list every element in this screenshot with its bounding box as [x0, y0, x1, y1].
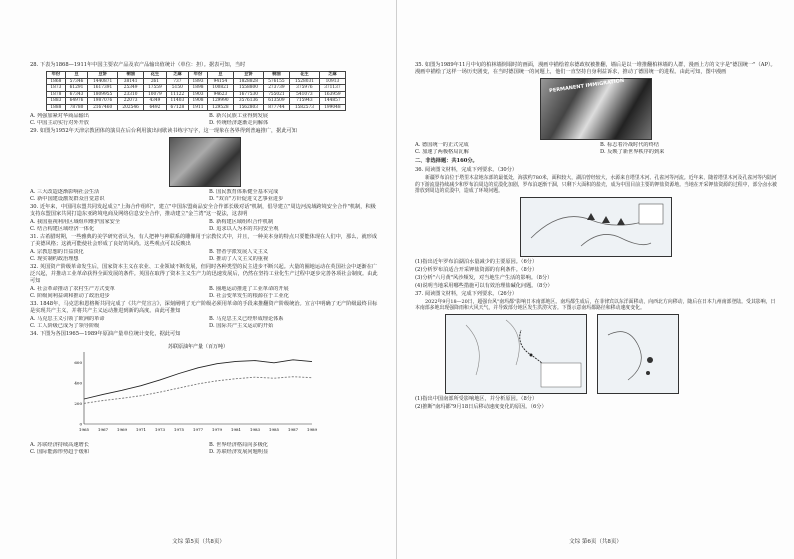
chart-x-tick-label: 1969	[116, 427, 128, 432]
q36-map	[520, 197, 672, 257]
q28-table-cell: 755021	[263, 91, 289, 98]
q28-table-cell: 11403	[166, 98, 188, 105]
q28-table-cell: 541073	[289, 91, 319, 98]
q28-table-cell: 1582573	[289, 104, 319, 111]
q28-table-header: 豆	[65, 72, 87, 79]
q33-option-a: A. 马克思主义引领了欧洲的革命	[30, 316, 105, 322]
q28-table-cell: 261	[144, 78, 166, 85]
q37-map-track	[445, 314, 587, 394]
q35-option-a: A. 德国统一的正式完成	[415, 142, 469, 148]
q32-options	[30, 286, 380, 300]
q29-option-d: D. "双百"方针促进文艺事业进步	[209, 196, 284, 202]
q28-table-cell: 1888	[47, 104, 66, 111]
q28-table-cell: 94154	[207, 78, 233, 85]
q28-table-header: 豆饼	[234, 72, 264, 79]
section-2-title: 二、非选择题：共160分。	[415, 158, 478, 164]
chart-x-tick-label: 1971	[135, 427, 147, 432]
q28-table-cell: 25349	[118, 85, 144, 92]
q28-table-cell: 11122	[166, 91, 188, 98]
chart-x-tick-label: 1985	[268, 427, 280, 432]
q28-table-cell: 576155	[263, 78, 289, 85]
q33-option-d: D. 国际共产主义运动的开始	[209, 323, 274, 329]
q28-table-cell: 1440871	[88, 78, 118, 85]
q28-table	[46, 71, 346, 111]
q28-table-header: 豆	[207, 72, 233, 79]
q28-table-cell: 1883	[47, 98, 66, 105]
q28-table-cell: 78780	[65, 104, 87, 111]
q37-maps	[445, 314, 777, 394]
q35-option-c: C. 加速了两极格局瓦解	[415, 149, 469, 155]
q28-table-cell: 94623	[207, 91, 233, 98]
left-footer: 文综 第5页（共8页）	[172, 539, 225, 545]
q28-table-cell: 1898	[189, 85, 208, 92]
q33-option-c: C. 工人阶级已成为了领导阶级	[30, 323, 100, 329]
q28-table-cell: 199048	[319, 104, 345, 111]
q34-options	[30, 442, 380, 456]
q31-option-b: B. 智者学派发展人文主义	[209, 249, 268, 255]
q28-table-cell: 2167460	[88, 104, 118, 111]
chart-x-tick-label: 1989	[306, 427, 318, 432]
chart-x-tick-label: 1981	[230, 427, 242, 432]
q37-passage: 2022年9月18—20日，超强台风"南玛都"影响日本南部地区。南玛都生成后，在菲律宾以东洋面移动，向西北方向移动，随后在日本九州南部登陆。受其影响，日本南部多地出现强降雨和大风天气，并导致部分地区发生洪涝灾害。下图示意南玛都路径和移动速度变化。	[415, 298, 776, 312]
q28-table-cell: 1908	[189, 98, 208, 105]
q33-option-b: B. 马克思主义已经形成理论体系	[209, 316, 284, 322]
q36-sub-3: (3)分析"六月黄"风沙频发，对当地生产生活的影响。（8分）	[415, 274, 553, 281]
right-footer: 文综 第6页（共8页）	[569, 539, 622, 545]
q28-table-cell: 1809955	[88, 91, 118, 98]
q28-option-a: A. 列强加紧对华商品输出	[30, 113, 89, 119]
q28-table-header: 豆饼	[88, 72, 118, 79]
q28-table-cell: 1828828	[234, 78, 264, 85]
q34-option-c: C. 国际能源形势趋于缓和	[30, 449, 89, 455]
q28-table-header: 年份	[47, 72, 66, 79]
q30-option-c: C. 结合构建区域经济一体化	[30, 226, 95, 232]
q30-option-b: B. 新构建区域组织合作机制	[209, 219, 274, 225]
q32-option-d: D. 社会变革发生的根源在于工业化	[209, 293, 289, 299]
q35-stem: 35. 如图为1989年11月中旬的柏林墙倒塌时的画面，漫画中描绘着东德政权被推翻，墙后是以一堆推翻柏林墙的人群，漫画上方的文字是"德国统一"（AP）。漫画中描绘了这样一场历史剧变，在当时德国统一的问题上，他们一直坚持自身利益诉求，推动了德国统一的进程。由此可知，图中漫画	[415, 62, 776, 75]
chart-title: 苏联原油年产量（百万吨）	[167, 344, 229, 350]
q37-sub-2: (2)推断"南玛都"9月18日后移动速度变化的原因。（6分）	[415, 403, 547, 410]
q28-option-b: B. 新兴民族工业得到发展	[209, 113, 268, 119]
q31-option-a: A. 宗教思想的日益淡化	[30, 249, 84, 255]
chart-series-line	[84, 360, 312, 399]
chart-x-tick-label: 1975	[173, 427, 185, 432]
q31-option-d: D. 推动了人文主义的重视	[209, 256, 269, 262]
q28-table-cell: 1868	[47, 78, 66, 85]
q28-table-cell: 100821	[207, 85, 233, 92]
q28-table-cell: 129528	[207, 104, 233, 111]
q28-table-cell: 1987076	[88, 98, 118, 105]
q28-table-cell: 1558800	[234, 85, 264, 92]
q28-table-cell: 6492	[144, 104, 166, 111]
q28-table-cell: 5150	[166, 85, 188, 92]
q28-table-header: 桐油	[118, 72, 144, 79]
q28-table-header: 芝麻	[166, 72, 188, 79]
q28-table-cell: 1873	[47, 85, 66, 92]
q28-table-cell: 613509	[263, 98, 289, 105]
chart-x-tick-label: 1973	[154, 427, 166, 432]
q34-option-b: B. 世界经济格局向多极化	[209, 442, 268, 448]
q28-table-cell: 715943	[289, 98, 319, 105]
q29-option-b: B. 国民教育体系健全基本完成	[209, 189, 279, 195]
q28-table-header: 花生	[144, 72, 166, 79]
q28-option-c: C. 中国主动实行对外开放	[30, 120, 89, 126]
q36-sub-2: (2)分析罗布泊适合开采钾盐资源的有利条件。（8分）	[415, 266, 538, 273]
q28-table-cell: 3576136	[234, 98, 264, 105]
chart-y-tick-label: 0	[79, 421, 82, 427]
q28-table-header: 桐油	[263, 72, 289, 79]
chart-x-tick-label: 1987	[287, 427, 299, 432]
q28-table-cell: 1562803	[234, 104, 264, 111]
q35-option-b: B. 标志着冷战时代的终结	[600, 142, 659, 148]
q35-options	[415, 142, 777, 156]
q28-table-cell: 38141	[118, 78, 144, 85]
chart-x-tick-label: 1965	[78, 427, 90, 432]
q28-table-cell: 23310	[118, 91, 144, 98]
q29-stem: 29. 如图为1952年天津宗教团体的演员在后台利用演出间歇读书练字写字，这一现象在各界得到普遍推广，据此可知	[30, 128, 297, 134]
q28-table-cell: 10079	[144, 91, 166, 98]
q28-table-cell: 375976	[289, 85, 319, 92]
q28-options	[30, 113, 380, 127]
q28-table-cell: 57346	[65, 78, 87, 85]
right-page	[397, 0, 794, 559]
q28-table-cell: 1878	[47, 91, 66, 98]
q32-option-c: C. 阶级间利益调和推动了政治进步	[30, 293, 110, 299]
q28-table-cell: 67128	[166, 104, 188, 111]
chart-x-tick-label: 1967	[97, 427, 109, 432]
q30-stem: 30. 近年来，中国同东盟共同发起成立"上海合作组织"，建立"中国东盟商品安全合作部长级对话"机制，倡导建立"周边河流域跨境安全合作"机制，积极支持东盟国家共同打造东亚跨境电商及网络信息安全合作，推动建立"金兰湾"这一提法，这表明	[30, 204, 376, 217]
q28-table-cell: 4349	[144, 98, 166, 105]
right-column	[415, 62, 777, 412]
q29-options	[30, 189, 380, 203]
q28-table-cell: 1677530	[234, 91, 264, 98]
q28-table-cell: 202546	[118, 104, 144, 111]
chart-x-tick-label: 1983	[249, 427, 261, 432]
q28-table-cell: 17559	[144, 85, 166, 92]
q35-cartoon	[540, 78, 652, 140]
chart-x-tick-label: 1977	[192, 427, 204, 432]
q32-stem: 32. 英国资产阶级革命发生后，国家资本主义在农业、工业领域不断发展，但同时各种类型的民主进步不断兴起。大量的圈地运动在英国社会中逐渐在广泛兴起，并推动工业革命获得全面发展的条件。英国在取得了资本主义生产力的迅速发展后，仍然在坚持工业化生产过程中逐步完善各项社会制度。由此可知	[30, 264, 378, 284]
q28-table-cell: 22073	[118, 98, 144, 105]
q28-table-cell: 877744	[263, 104, 289, 111]
q36-sub-1: (1)指出近年罗布泊湖泊水量减少的主要原因。（6分）	[415, 258, 538, 265]
q28-table-cell: 129990	[207, 98, 233, 105]
q28-table-cell: 10913	[319, 78, 345, 85]
q28-stem: 28. 下表为1868—1911年中国主要农产品及农产品输出值统计（单位：担）。据表可知，当时	[30, 62, 246, 68]
chart-series-line	[84, 377, 312, 404]
q29-photo	[169, 137, 241, 187]
q28-table-header: 花生	[289, 72, 319, 79]
q29-option-c: C. 新中国建设激发群众自觉意识	[30, 196, 105, 202]
q29-option-a: A. 三大改造逐渐影响社会生活	[30, 189, 100, 195]
q32-option-a: A. 社会革命推动了农村生产方式变革	[30, 286, 115, 292]
q28-table-header: 年份	[189, 72, 208, 79]
q28-table-cell: 163959	[319, 91, 345, 98]
chart-y-tick-label: 600	[74, 359, 82, 365]
q34-chart	[60, 340, 320, 440]
q28-option-d: D. 传统经济逐渐走向解体	[209, 120, 269, 126]
q35-cartoon-caption: PERMANENT IMMIGRATION	[548, 77, 625, 95]
q28-table-cell: 1911	[189, 104, 208, 111]
q28-table-cell: 737	[166, 78, 188, 85]
q31-option-c: C. 现实制约政治理想	[30, 256, 79, 262]
q34-option-a: A. 苏联经济持续高速增长	[30, 442, 89, 448]
chart-x-tick-label: 1979	[211, 427, 223, 432]
q33-options	[30, 316, 380, 330]
q37-map-inset	[597, 314, 679, 394]
q32-option-b: B. 圈地运动推进了工业革命的开展	[209, 286, 289, 292]
q36-stem: 36. 阅读图文材料，完成下列要求。（30分）	[415, 167, 518, 173]
q28-table-cell: 273739	[263, 85, 289, 92]
chart-y-tick-label: 400	[74, 380, 82, 386]
q34-chart-svg	[60, 340, 320, 440]
q36-map-svg	[521, 198, 671, 256]
q37-sub-1: (1)指出中国南部所受影响地区，并分析原因。（8分）	[415, 395, 538, 402]
q28-table-cell: 144857	[319, 98, 345, 105]
q28-table-cell: 371137	[319, 85, 345, 92]
q35-option-d: D. 反映了新世界秩序的到来	[600, 149, 665, 155]
q28-table-cell: 1893	[189, 78, 208, 85]
q28-table-cell: 61291	[65, 85, 87, 92]
q28-table-cell: 1617391	[88, 85, 118, 92]
q28-table-cell: 1528031	[289, 78, 319, 85]
q33-stem: 33. 1848年，马克思和恩格斯共同完成了《共产党宣言》，深刻阐明了无产阶级必须用革命的手段来推翻资产阶级统治。宣言中明确了无产阶级最终目标是实现共产主义，并将共产主义运动推进到新的高度。由此可推知	[30, 301, 378, 314]
q30-option-a: A. 我国重视利用区域组织维护国家安全	[30, 219, 121, 225]
q37-map-track-svg	[446, 315, 586, 393]
q28-table-cell: 1903	[189, 91, 208, 98]
q30-option-d: D. 追求以人为本的共同安全观	[209, 226, 279, 232]
q36-sub-4: (4)说明当地采用哪些措施可以有效治理盐碱化问题。（8分）	[415, 282, 553, 289]
q36-passage: 新疆罗布泊位于塔里木盆地东部的最低处，海拔约780米，面积较大，湖泊曾经较大，水源来自塔里木河、孔雀河等河流。近年来，随着塔里木河及孔雀河等内陆河的下游流量持续减少和罗布泊周边的荒漠化加剧，罗布泊逐渐干涸，只剩下大面积的盐壳，成为中国目前主要的钾盐资源地。当地在开采钾盐资源的过程中，部分卤水被排放到周边的荒漠中，造成了环境问题。	[415, 175, 777, 195]
q28-table-row	[47, 104, 346, 111]
q34-option-d: D. 苏联经济发展问题明显	[209, 449, 269, 455]
q28-table-header: 芝麻	[319, 72, 345, 79]
q37-stem: 37. 阅读图文材料，完成下列要求。（26分）	[415, 290, 518, 297]
q31-stem: 31. 古希腊时期，一些雅典的美学研究者认为，有人把神与神联系的雕像用于宗教仪式中，并且，一种美本身的特点只要能体现在人们中，那么，就形成了美德风格；这就可能使社会形成了良好的风尚。这些观点可以反映出	[30, 234, 378, 247]
q28-table-cell: 67343	[65, 91, 87, 98]
q31-options	[30, 249, 380, 263]
q34-stem: 34. 下图为各国1965—1989年原油产量单位统计变化，据此可知	[30, 331, 181, 337]
left-column	[30, 62, 380, 457]
q37-map-inset-svg	[598, 315, 678, 393]
q30-options	[30, 219, 380, 233]
q28-table-cell: 64976	[65, 98, 87, 105]
chart-y-tick-label: 200	[74, 400, 82, 406]
